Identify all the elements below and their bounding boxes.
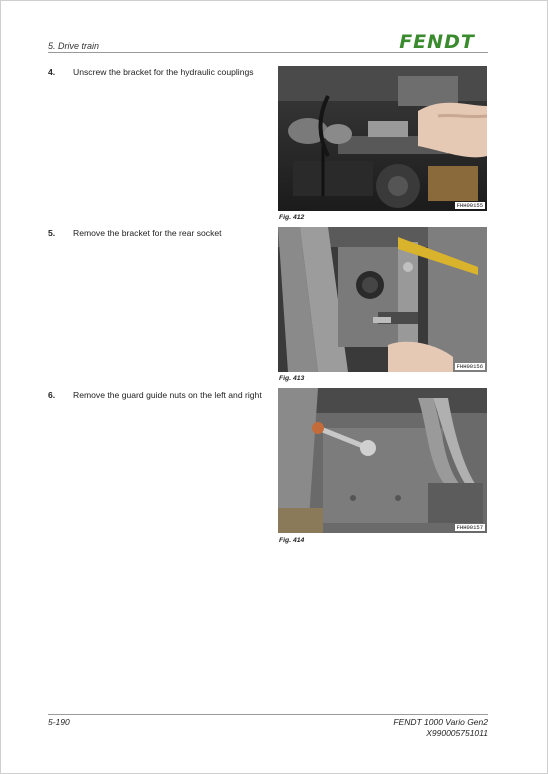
figure-caption: Fig. 414 [279,537,305,544]
figure-414-photo [278,388,487,533]
figure-code: FHH00155 [456,202,483,209]
step-6 [48,390,263,414]
step-text: Remove the bracket for the rear socket [73,228,222,238]
page-number: 5-190 [48,717,70,727]
fendt-logo [386,32,488,51]
figure-412-photo [278,66,487,211]
figure-code: FHH00157 [456,524,483,531]
step-number: 6. [48,390,56,400]
step-text: Remove the guard guide nuts on the left and right [73,390,262,400]
footer-divider [48,714,488,715]
svg-text:FENDT: FENDT [399,32,475,51]
step-number: 4. [48,67,56,77]
hydraulic-coupling-photo-illustration [278,66,487,211]
header-divider [48,52,488,53]
figure-code: FHH00156 [456,363,483,370]
figure-caption: Fig. 412 [279,214,305,221]
section-title: 5. Drive train [48,41,100,51]
step-text: Unscrew the bracket for the hydraulic couplings [73,67,254,77]
figure-413-photo [278,227,487,372]
step-number: 5. [48,228,56,238]
guard-guide-nuts-photo-illustration [278,388,487,533]
document-number: X990005751011 [426,728,488,738]
step-4 [48,67,263,91]
step-5 [48,228,263,240]
rear-socket-bracket-photo-illustration [278,227,487,372]
figure-caption: Fig. 413 [279,375,305,382]
model-name: FENDT 1000 Vario Gen2 [393,717,488,727]
